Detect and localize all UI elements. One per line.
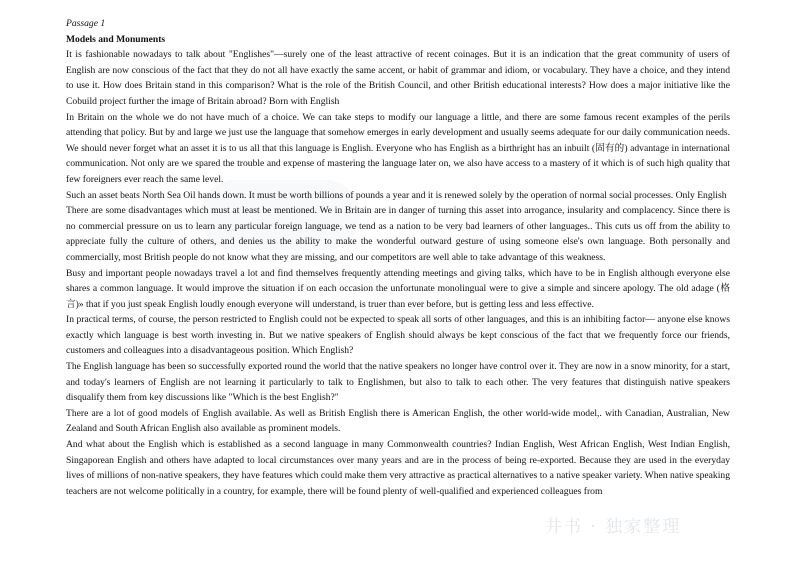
paragraph-8: The English language has been so successfully exported round the world that the native speakers no longer have control over it. They are now in a snow minority, for a start, and today's learners of English are not learning it particularly to talk to Englishmen, but also to talk to each other. The very features that distinguish native speakers disqualify them from key discussions like "Which is the best English?"	[66, 361, 730, 404]
paragraph-7: In practical terms, of course, the person restricted to English could not be expected to speak all sorts of other languages, and this is an inhibiting factor— anyone else knows exactly which language is best worth investing in. But we native speakers of English should always be kept conscious of the fact that we frequently force our friends, customers and colleagues into a disadvantageous position. Which English?	[66, 314, 730, 357]
paragraph-3: We should never forget what an asset it is to us all that this language is English. Everyone who has English as a birthright has an inbuilt (固有的) advantage in international communication. Not only are we spared the trouble and expense of mastering the language later on, we also have access to a mastery of it which is of such high quality that few foreigners ever reach the same level.	[66, 142, 730, 185]
paragraph-2: In Britain on the whole we do not have much of a choice. We can take steps to modify our language a little, and there are some famous recent examples of the perils attending that policy. But by and large we just use the language that somehow emerges in early development and usually seems adequate for our daily communication needs.	[66, 111, 731, 139]
paragraph-9: There are a lot of good models of English available. As well as British English there is American English, the other world-wide model,. with Canadian, Australian, New Zealand and South African English also available as prominent models.	[66, 407, 730, 435]
document-title: Models and Monuments	[66, 33, 166, 45]
document-page	[66, 16, 730, 499]
paragraph-6: Busy and important people nowadays travel a lot and find themselves frequently attending meetings and giving talks, which have to be in English although everyone else shares a common language. It would improve the situation if on each occasion the unfortunate monolingual were to give a simple and sincere apology. The old adage (格言)» that if you just speak English loudly enough everyone will understand, is truer than ever before, but is getting less and less effective.	[66, 267, 730, 310]
watermark-text: 井书 · 独家整理	[545, 517, 682, 537]
passage-label: Passage 1	[66, 18, 106, 29]
paragraph-1: It is fashionable nowadays to talk about "Englishes"—surely one of the least attractive of recent coinages. But it is an indication that the great community of users of English are now conscious of the fact that they do not all have exactly the same accent, or habit of grammar and idiom, or vocabulary. They have a choice, and they intend to use it. How does Britain stand in this comparison? What is the role of the British Council, and other British educational interests? How does a major initiative like the Cobuild project further the image of Britain abroad? Born with English	[66, 49, 730, 107]
paragraph-5: There are some disadvantages which must at least be mentioned. We in Britain are in danger of turning this asset into arrogance, insularity and complacency. Since there is no commercial pressure on us to learn any particular foreign language, we tend as a nation to be very bad learners of other languages.. This cuts us off from the ability to appreciate fully the culture of others, and denies us the ability to make the wonderful outward gesture of using someone else's own language. Both personally and commercially, most British people do not know what they are missing, and our competitors are well able to take advantage of this weakness.	[66, 205, 730, 263]
paragraph-10: And what about the English which is established as a second language in many Commonwealth countries? Indian English, West African English, West Indian English, Singaporean English and others have adapted to local circumstances over many years and are in the process of being re-exported. Because they are used in the everyday lives of millions of non-native speakers, they have features which could make them very attractive as practical alternatives to a native speaker variety. When native speaking teachers are not welcome politically in a country, for example, there will be found plenty of well-qualified and experienced colleagues from	[66, 439, 730, 497]
paragraph-4: Such an asset beats North Sea Oil hands down. It must be worth billions of pounds a year and it is renewed solely by the operation of normal social processes. Only English	[66, 189, 727, 201]
